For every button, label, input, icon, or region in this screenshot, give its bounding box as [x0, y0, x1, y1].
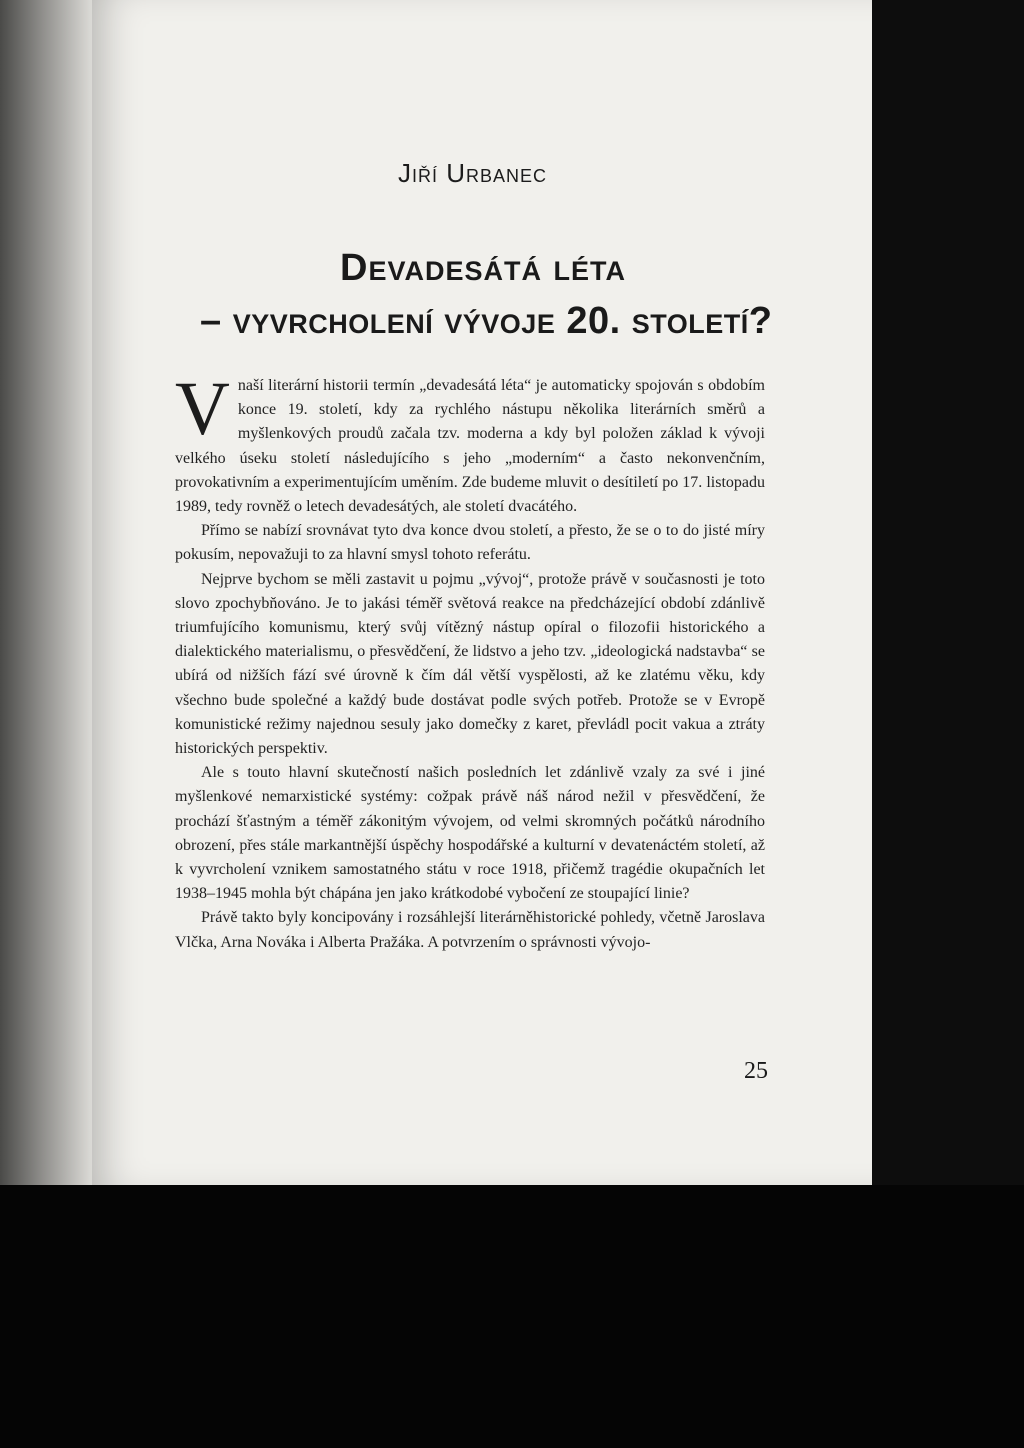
article-body: [175, 367, 765, 955]
scan-background-bottom: [0, 1185, 1024, 1448]
scan-background-right: [872, 0, 1024, 1185]
page-number: 25: [744, 1058, 768, 1084]
chapter-title-line-2: – vyvrcholení vývoje 20. století?: [200, 300, 773, 342]
paragraph: Přímo se nabízí srovnávat tyto dva konce dvou století, a přesto, že se o to do jisté míry pokusím, nepovažuji to za hlavní smysl tohoto referátu.: [175, 522, 765, 564]
paragraph-text: naší literární historii termín „devadesátá léta“ je automaticky spojován s obdobím konce 19. století, kdy za rychlého nástupu několika literárních směrů a myšlenkových proudů začala tzv. moderna a kdy byl položen základ k vývoji velkého úseku století následujícího s jeho „moderním“ a často nekonvenčním, provokativním a experimentujícím uměním. Zde budeme mluvit o desítiletí po 17. listopadu 1989, tedy rovněž o letech devadesátých, ale století dvacátého.: [175, 377, 765, 516]
paragraph: Nejprve bychom se měli zastavit u pojmu „vývoj“, protože právě v současnosti je toto slovo zpochybňováno. Je to jakási téměř světová reakce na předcházející období zdánlivě triumfujícího komunismu, který svůj vítězný nástup opíral o filozofii historického a dialektického materialismu, o přesvědčení, že lidstvo a jeho tzv. „ideologická nadstavba“ se ubírá od nižších fází své úrovně k čím dál větší vyspělosti, až ke zlatému věku, kdy všechno bude společné a každý bude dostávat podle svých potřeb. Protože se v Evropě komunistické režimy najednou sesuly jako domečky z karet, převládl pocit vakua a ztráty historických perspektiv.: [175, 570, 765, 758]
author-name: Jiří Urbanec: [398, 158, 548, 188]
paragraph: Ale s touto hlavní skutečností našich posledních let zdánlivě vzaly za své i jiné myšlenkové nemarxistické systémy: cožpak právě náš národ nežil v přesvědčení, že prochází šťastným a téměř zákonitým vývojem, od velmi skromných počátků národního obrození, přes stále markantnější úspěchy hospodářské a kulturní v devatenáctém století, až k vyvrcholení vznikem samostatného státu v roce 1918, přičemž tragédie okupačních let 1938–1945 mohla být chápána jen jako krátkodobé vybočení ze stoupající linie?: [175, 764, 765, 903]
paragraph: [175, 367, 765, 519]
chapter-title-line-1: Devadesátá léta: [340, 247, 627, 289]
paragraph: Právě takto byly koncipovány i rozsáhlejší literárněhistorické pohledy, včetně Jaroslava Vlčka, Arna Nováka i Alberta Pražáka. A potvrzením o správnosti vývojo-: [175, 909, 765, 951]
drop-cap: V: [175, 367, 230, 451]
